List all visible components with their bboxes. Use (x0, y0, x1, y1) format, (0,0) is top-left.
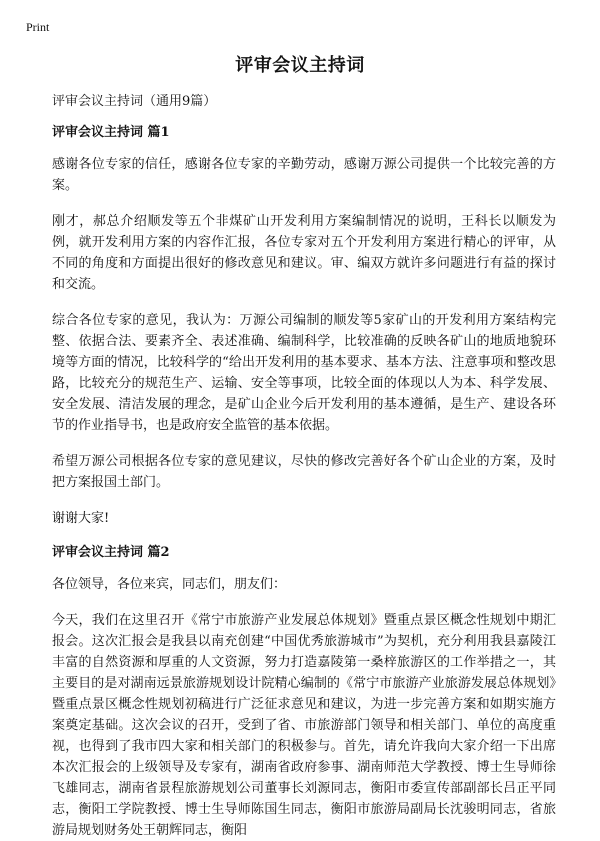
paragraph: 感谢各位专家的信任，感谢各位专家的辛勤劳动，感谢万源公司提供一个比较完善的方案。 (52, 157, 556, 193)
paragraph: 今天，我们在这里召开《常宁市旅游产业发展总体规划》暨重点景区概念性规划中期汇报会。这次汇报会是我县以南充创建“中国优秀旅游城市”为契机，充分利用我县嘉陵江丰富的自然资源和厚重的人文资源，努力打造嘉陵第一桑梓旅游区的工作举措之一，其主要目的是对湖南远景旅游规划设计院精心编制的《常宁市旅游产业旅游发展总体规划》暨重点景区概念性规划初稿进行广泛征求意见和建议，为进一步完善方案和如期实施方案奠定基础。这次会议的召开，受到了省、市旅游部门领导和相关部门、单位的高度重视，也得到了我市四大家和相关部门的积极参与。首先，请允许我向大家介绍一下出席本次汇报会的上级领导及专家有，湖南省政府参事、湖南师范大学教授、博士生导师徐飞雄同志，湖南省景程旅游规划公司董事长刘源同志，衡阳市委宣传部副部长吕正平同志，衡阳工学院教授、博士生导师陈国生同志，衡阳市旅游局副局长沈骏明同志，省旅游局规划财务处王朝辉同志，衡阳 (52, 613, 556, 838)
paragraph: 谢谢大家! (52, 511, 110, 526)
document-title: 评审会议主持词 (235, 55, 365, 76)
section-2 (52, 544, 556, 841)
paragraph: 综合各位专家的意见，我认为：万源公司编制的顺发等5家矿山的开发利用方案结构完整、依据合法、要素齐全、表述准确、编制科学，比较准确的反映各矿山的地质地貌环境等方面的情况，比较科学的“给出开发利用的基本要求、基本方法、注意事项和整改思路，比较充分的规范生产、运输、安全等事项，比较全面的体现以人为本、科学发展、安全发展、清洁发展的理念，是矿山企业今后开发利用的基本遵循，是生产、建设各环节的作业指导书，也是政府安全监管的基本依据。 (52, 313, 556, 433)
paragraph: 刚才，郝总介绍顺发等五个非煤矿山开发利用方案编制情况的说明，王科长以顺发为例，就开发利用方案的内容作汇报，各位专家对五个开发利用方案进行精心的评审，从不同的角度和方面提出很好的修改意见和建议。审、编双方就许多问题进行有益的探讨和交流。 (52, 214, 556, 292)
print-link[interactable]: Print (26, 20, 50, 34)
document-body (52, 93, 556, 841)
paragraph: 各位领导，各位来宾，同志们，朋友们： (52, 577, 287, 592)
section-heading: 评审会议主持词 篇1 (52, 125, 170, 140)
section-heading: 评审会议主持词 篇2 (52, 545, 170, 560)
document-subtitle: 评审会议主持词（通用9篇） (52, 94, 217, 109)
section-1 (52, 124, 556, 529)
paragraph: 希望万源公司根据各位专家的意见建议，尽快的修改完善好各个矿山企业的方案，及时把方案报国土部门。 (52, 454, 556, 490)
